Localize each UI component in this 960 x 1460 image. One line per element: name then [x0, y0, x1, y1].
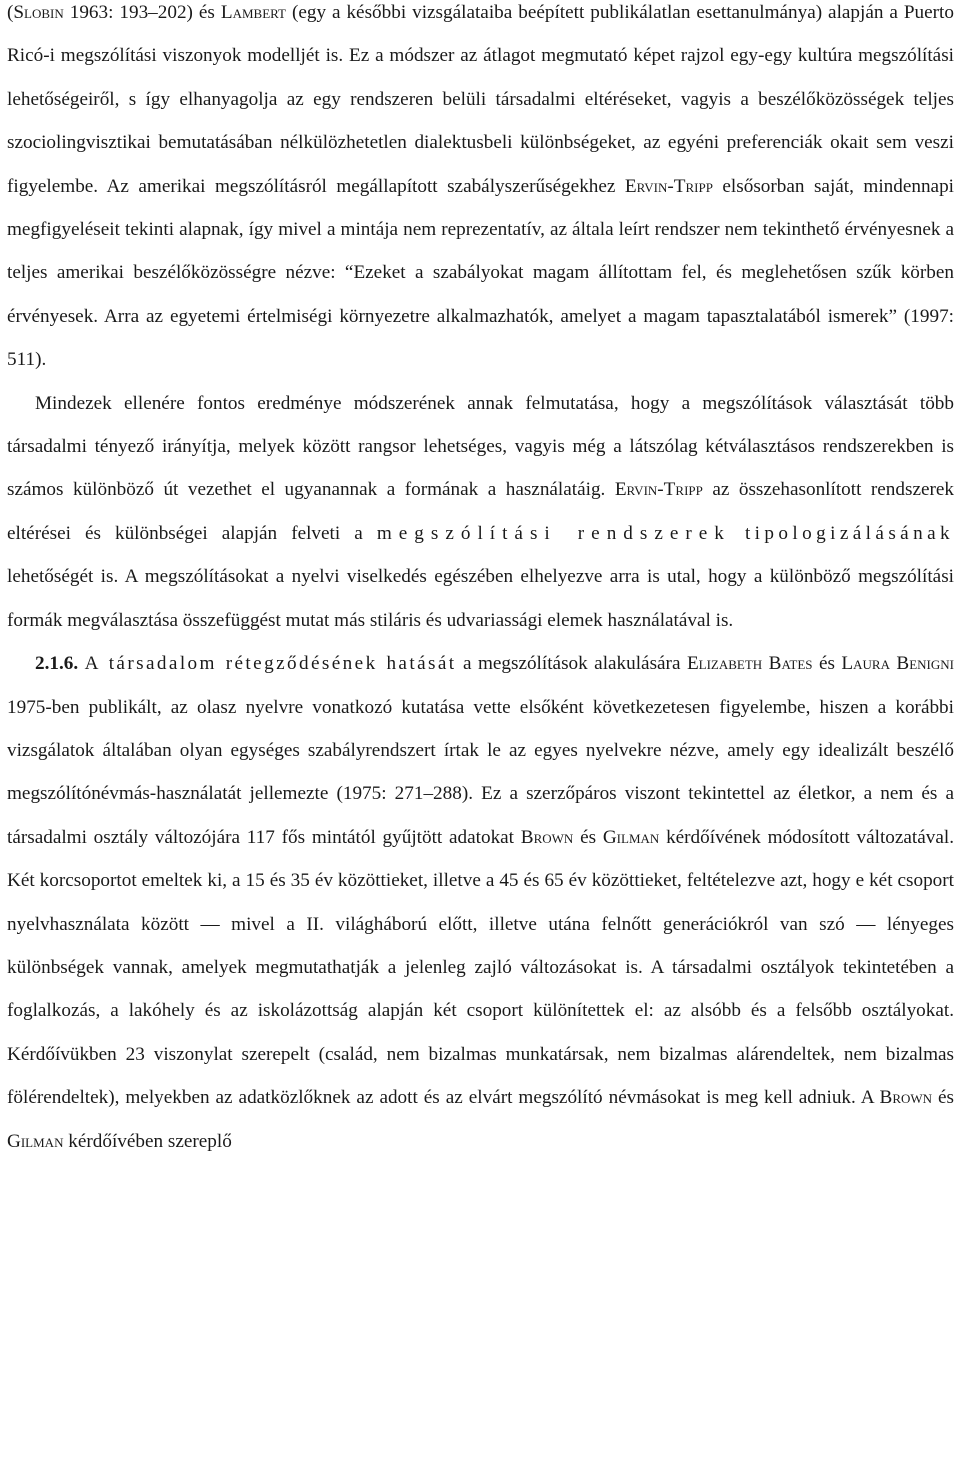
paragraph-2: [7, 382, 954, 642]
text-segment: Elizabeth Bates: [686, 653, 813, 675]
text-segment: lehetőségét is. A megszólításokat a nyelvi viselkedés egészében elhelyezve arra is utal, hogy a különböző megszólítási formák megválasztása összefüggést mutat más stiláris és udvariassági elemek használatával is.: [7, 566, 954, 631]
text-segment: 2.1.6.: [35, 653, 79, 675]
text-segment: 1975-ben publikált, az olasz nyelvre vonatkozó kutatása vette elsőként következetesen figyelembe, hiszen a korábbi vizsgálatok általában olyan egységes szabályrendszert írtak le az egyes nyelvekre nézve, amely egy idealizált beszélő megszólítónévmás-használatát jellemezte (1975: 271–288). Ez a szerzőpáros viszont tekintettel az életkor, a nem és a társadalmi osztály változójára 117 fős mintától gyűjtött adatokat: [7, 696, 954, 848]
text-segment: Brown: [520, 826, 574, 848]
text-segment: Gilman: [602, 826, 660, 848]
text-segment: és: [573, 826, 603, 848]
text-segment: tipologizálásának: [744, 522, 955, 544]
text-segment: (: [7, 2, 14, 23]
text-segment: kérdőívében szereplő: [63, 1130, 232, 1152]
paragraph-3: [7, 642, 954, 1163]
text-segment: Lambert: [220, 2, 286, 23]
text-segment: Slobin: [13, 2, 64, 23]
text-segment: és: [812, 653, 842, 675]
text-segment: kérdőívének módosított változatával. Két korcsoportot emeltek ki, a 15 és 35 év közöttieket, illetve a 45 és 65 év közöttieket, feltételezve azt, hogy e két csoport nyelvhasználata között — mivel a II. világháború előtt, illetve utána felnőtt generációkról van szó — lényeges különbségek vannak, amelyek megmutathatják a jelenleg zajló változásokat is. A társadalmi osztályok tekintetében a foglalkozás, a lakóhely és az iskolázottság alapján két csoport különítettek el: az alsóbb és a felsőbb osztályokat. Kérdőívükben 23 viszonylat szerepelt (család, nem bizalmas munkatársak, nem bizalmas alárendeltek, nem bizalmas fölérendeltek), melyekben az adatközlőknek az adott és az elvárt megszólító névmásokat is meg kell adniuk. A: [7, 826, 954, 1109]
text-segment: Ervin-Tripp: [614, 479, 703, 501]
text-segment: Gilman: [7, 1130, 64, 1152]
text-segment: A társadalom rétegződésének hatását: [84, 653, 457, 675]
text-segment: elsősorban saját, mindennapi megfigyeléseit tekinti alapnak, így mivel a mintája nem reprezentatív, az általa leírt rendszer nem tekinthető érvényesnek a teljes amerikai beszélőközösségre nézve: “Ezeket a szabályokat magam állítottam fel, és meglehetősen szűk körben érvényesek. Arra az egyetemi értelmiségi környezetre alkalmazhatók, amelyet a magam tapasztalatából ismerek” (1997: 511).: [7, 175, 954, 371]
text-segment: a megszólítások alakulására: [456, 653, 687, 675]
text-segment: Laura Benigni: [841, 653, 954, 675]
text-segment: és: [932, 1087, 954, 1109]
text-segment: Ervin-Tripp: [624, 175, 713, 197]
text-segment: (egy a későbbi vizsgálataiba beépített publikálatlan esettanulmánya) alapján a Puerto Ricó-i megszólítási viszonyok modelljét is. Ez a módszer az átlagot megmutató képet rajzol egy-egy kultúra megszólítási lehetőségeiről, s így elhanyagolja az egy rendszeren belüli társadalmi eltéréseket, vagyis a beszélőközösségek teljes szociolingvisztikai bemutatásában nélkülözhetetlen dialektusbeli különbségeket, az egyéni preferenciák okait sem veszi figyelembe. Az amerikai megszólításról megállapított szabályszerűségekhez: [7, 2, 954, 197]
text-segment: 1963: 193–202) és: [63, 2, 221, 23]
paragraph-1: [7, 0, 954, 382]
text-segment: Mindezek ellenére fontos eredménye módszerének annak felmutatása, hogy a megszólítások választását több társadalmi tényező irányítja, melyek között rangsor lehetséges, vagyis még a látszólag kétválasztásos rendszerekben is számos különböző út vezethet el ugyanannak a formának a használatáig.: [7, 392, 954, 501]
text-segment: megszólítási rendszerek: [376, 522, 731, 544]
text-segment: az összehasonlított rendszerek eltérései és különbségei alapján felveti a: [7, 479, 954, 544]
text-segment: [731, 523, 745, 544]
text-segment: Brown: [879, 1087, 933, 1109]
